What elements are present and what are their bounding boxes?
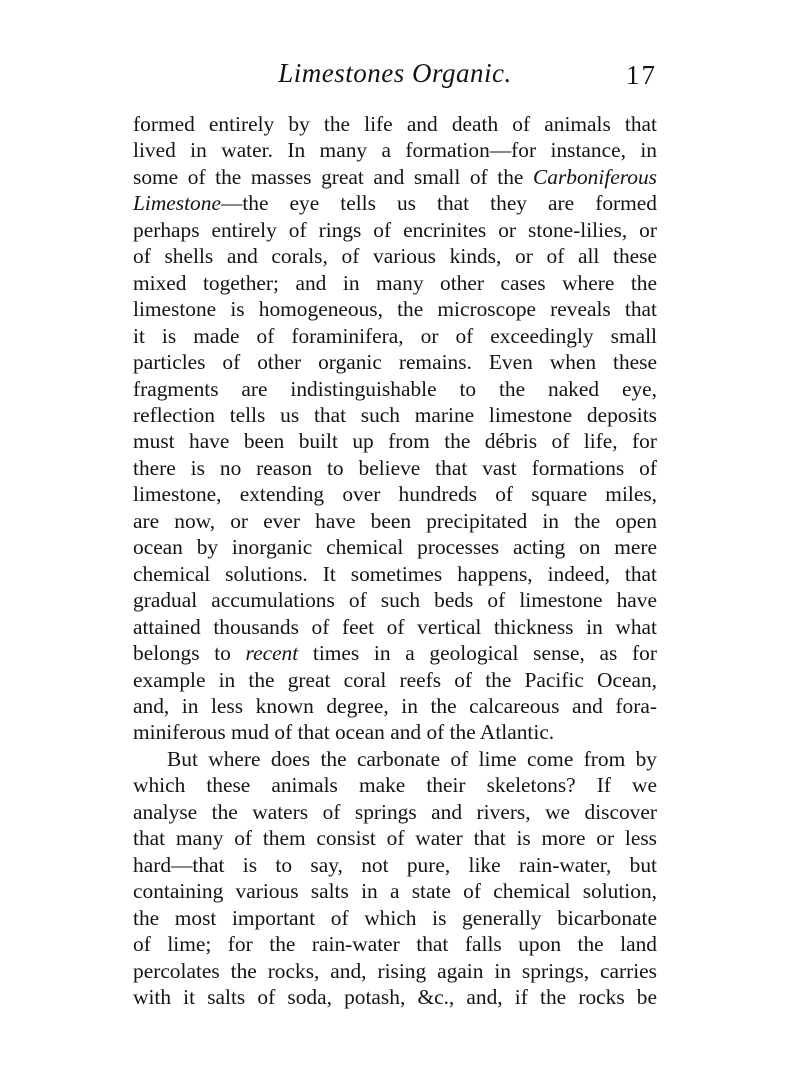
text-line: which these animals make their skeletons? If we (133, 773, 657, 798)
text-line: of shells and corals, of various kinds, or of all these (133, 244, 657, 269)
text-line: miniferous mud of that ocean and of the Atlantic. (133, 720, 555, 745)
text-line: the most important of which is generally bicarbonate (133, 905, 657, 930)
paragraph-2 (133, 746, 657, 1011)
text-line: of lime; for the rain-water that falls upon the land (133, 932, 657, 957)
text-line: are now, or ever have been precipitated in the open (133, 508, 657, 533)
text-line: that many of them consist of water that is more or less (133, 826, 657, 851)
text-line (133, 164, 657, 190)
italic-term: Carboniferous (533, 164, 657, 189)
text-line: gradual accumulations of such beds of limestone have (133, 588, 657, 613)
text-line: limestone is homogeneous, the microscope reveals that (133, 297, 657, 322)
text-line (133, 640, 657, 666)
text-line: with it salts of soda, potash, &c., and, if the rocks be (133, 984, 657, 1009)
text-line (133, 190, 657, 216)
italic-term: Limestone (133, 191, 221, 216)
text-line: ocean by inorganic chemical processes acting on mere (133, 535, 657, 560)
text-line: must have been built up from the débris of life, for (133, 429, 657, 454)
text-segment: times in a geological sense, as for (298, 641, 657, 666)
text-line: But where does the carbonate of lime come from by (167, 746, 657, 771)
text-line: example in the great coral reefs of the Pacific Ocean, (133, 667, 657, 692)
text-line: there is no reason to believe that vast formations of (133, 455, 657, 480)
text-line: and, in less known degree, in the calcareous and fora- (133, 693, 657, 718)
text-line: chemical solutions. It sometimes happens, indeed, that (133, 561, 657, 586)
text-line: hard—that is to say, not pure, like rain-water, but (133, 852, 657, 877)
text-line: analyse the waters of springs and rivers, we discover (133, 799, 657, 824)
text-line: formed entirely by the life and death of animals that (133, 112, 657, 136)
running-title: Limestones Organic. (278, 58, 512, 88)
text-line: fragments are indistinguishable to the naked eye, (133, 376, 657, 401)
text-line: reflection tells us that such marine limestone deposits (133, 402, 657, 427)
text-segment: —the eye tells us that they are formed (220, 191, 657, 216)
italic-term: recent (245, 641, 299, 666)
text-segment: belongs to (133, 641, 246, 666)
text-segment: some of the masses great and small of the (133, 164, 533, 189)
text-line: containing various salts in a state of chemical solution, (133, 879, 657, 904)
body-text (133, 111, 657, 1010)
text-line: lived in water. In many a formation—for instance, in (133, 138, 657, 163)
text-line: it is made of foraminifera, or of exceedingly small (133, 323, 657, 348)
page-number: 17 (626, 60, 657, 90)
paragraph-1 (133, 111, 657, 746)
text-line: perhaps entirely of rings of encrinites or stone-lilies, or (133, 217, 657, 242)
text-line: percolates the rocks, and, rising again in springs, carries (133, 958, 657, 983)
text-line: particles of other organic remains. Even when these (133, 350, 657, 375)
page-header (133, 58, 657, 98)
text-line: attained thousands of feet of vertical thickness in what (133, 614, 657, 639)
text-line: mixed together; and in many other cases where the (133, 270, 657, 295)
text-line: limestone, extending over hundreds of square miles, (133, 482, 657, 507)
